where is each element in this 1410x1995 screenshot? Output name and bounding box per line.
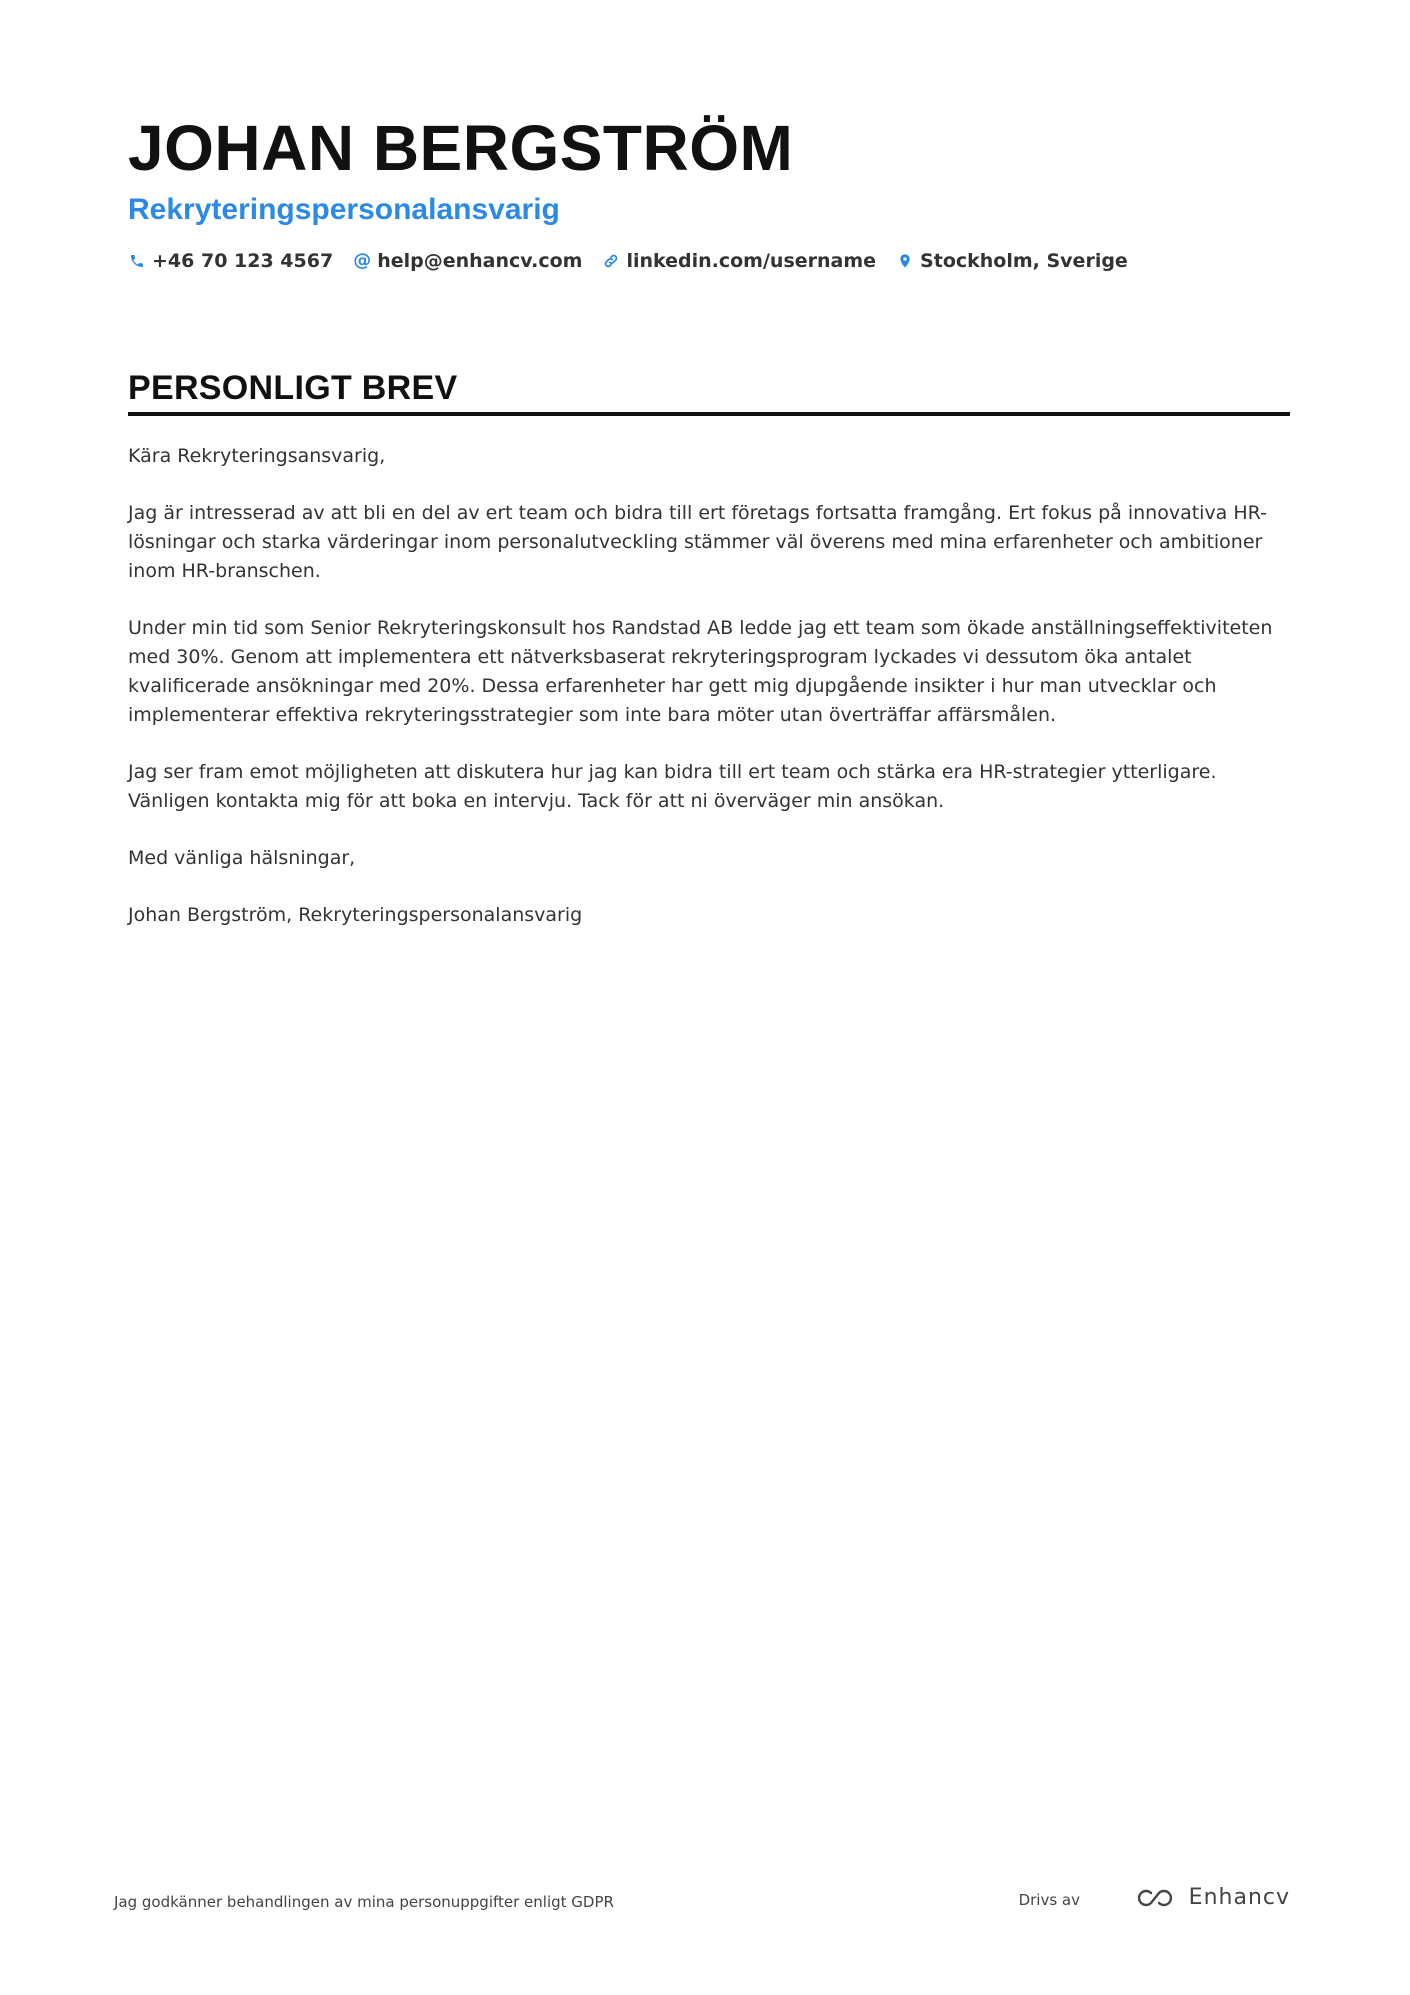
letter-signature: Johan Bergström, Rekryteringspersonalansvarig [128, 904, 583, 926]
location-pin-icon [896, 252, 914, 270]
enhancv-logo-icon [1131, 1884, 1177, 1912]
contact-email-text: help@enhancv.com [377, 250, 583, 272]
header [128, 108, 1288, 272]
contact-row [128, 250, 1288, 272]
contact-linkedin-text: linkedin.com/username [626, 250, 877, 272]
link-icon [602, 252, 620, 270]
brand-name: Enhancv [1188, 1885, 1290, 1910]
letter-closing: Med vänliga hälsningar, [128, 847, 356, 869]
letter-paragraph: Jag ser fram emot möjligheten att diskutera hur jag kan bidra till ert team och stärka era HR-strategier ytterligare. Vänligen kontakta mig för att boka en intervju. Tack för att ni överväger min ansökan. [128, 761, 1217, 812]
cover-letter-section [128, 366, 1290, 958]
contact-linkedin[interactable] [602, 250, 876, 272]
applicant-name: JOHAN BERGSTRÖM [128, 112, 794, 184]
phone-icon [128, 252, 146, 270]
gdpr-consent-text: Jag godkänner behandlingen av mina personuppgifter enligt GDPR [114, 1893, 614, 1911]
letter-salutation: Kära Rekryteringsansvarig, [128, 445, 386, 467]
job-title: Rekryteringspersonalansvarig [128, 193, 560, 226]
contact-phone[interactable] [128, 250, 333, 272]
footer [114, 1885, 1290, 1918]
contact-location [896, 250, 1128, 272]
powered-by-text: Drivs av [1018, 1891, 1080, 1909]
contact-location-text: Stockholm, Sverige [920, 250, 1128, 272]
letter-paragraph: Jag är intresserad av att bli en del av ert team och bidra till ert företags fortsatta framgång. Ert fokus på innovativa HR-lösningar och starka värderingar inom personalutveckling stämmer väl överens med mina erfarenheter och ambitioner inom HR-branschen. [128, 502, 1267, 582]
letter-body [128, 442, 1290, 930]
enhancv-brand-link[interactable] [1131, 1884, 1290, 1912]
section-title: PERSONLIGT BREV [128, 369, 458, 407]
contact-phone-text: +46 70 123 4567 [152, 250, 334, 272]
letter-paragraph: Under min tid som Senior Rekryteringskonsult hos Randstad AB ledde jag ett team som ökade anställningseffektiviteten med 30%. Genom att implementera ett nätverksbaserat rekryteringsprogram lyckades vi dessutom öka antalet kvalificerade ansökningar med 20%. Dessa erfarenheter har gett mig djupgående insikter i hur man utvecklar och implementerar effektiva rekryteringsstrategier som inte bara möter utan överträffar affärsmålen. [128, 617, 1273, 726]
section-divider [128, 412, 1290, 416]
contact-email[interactable] [353, 250, 582, 272]
at-icon: @ [353, 250, 372, 271]
